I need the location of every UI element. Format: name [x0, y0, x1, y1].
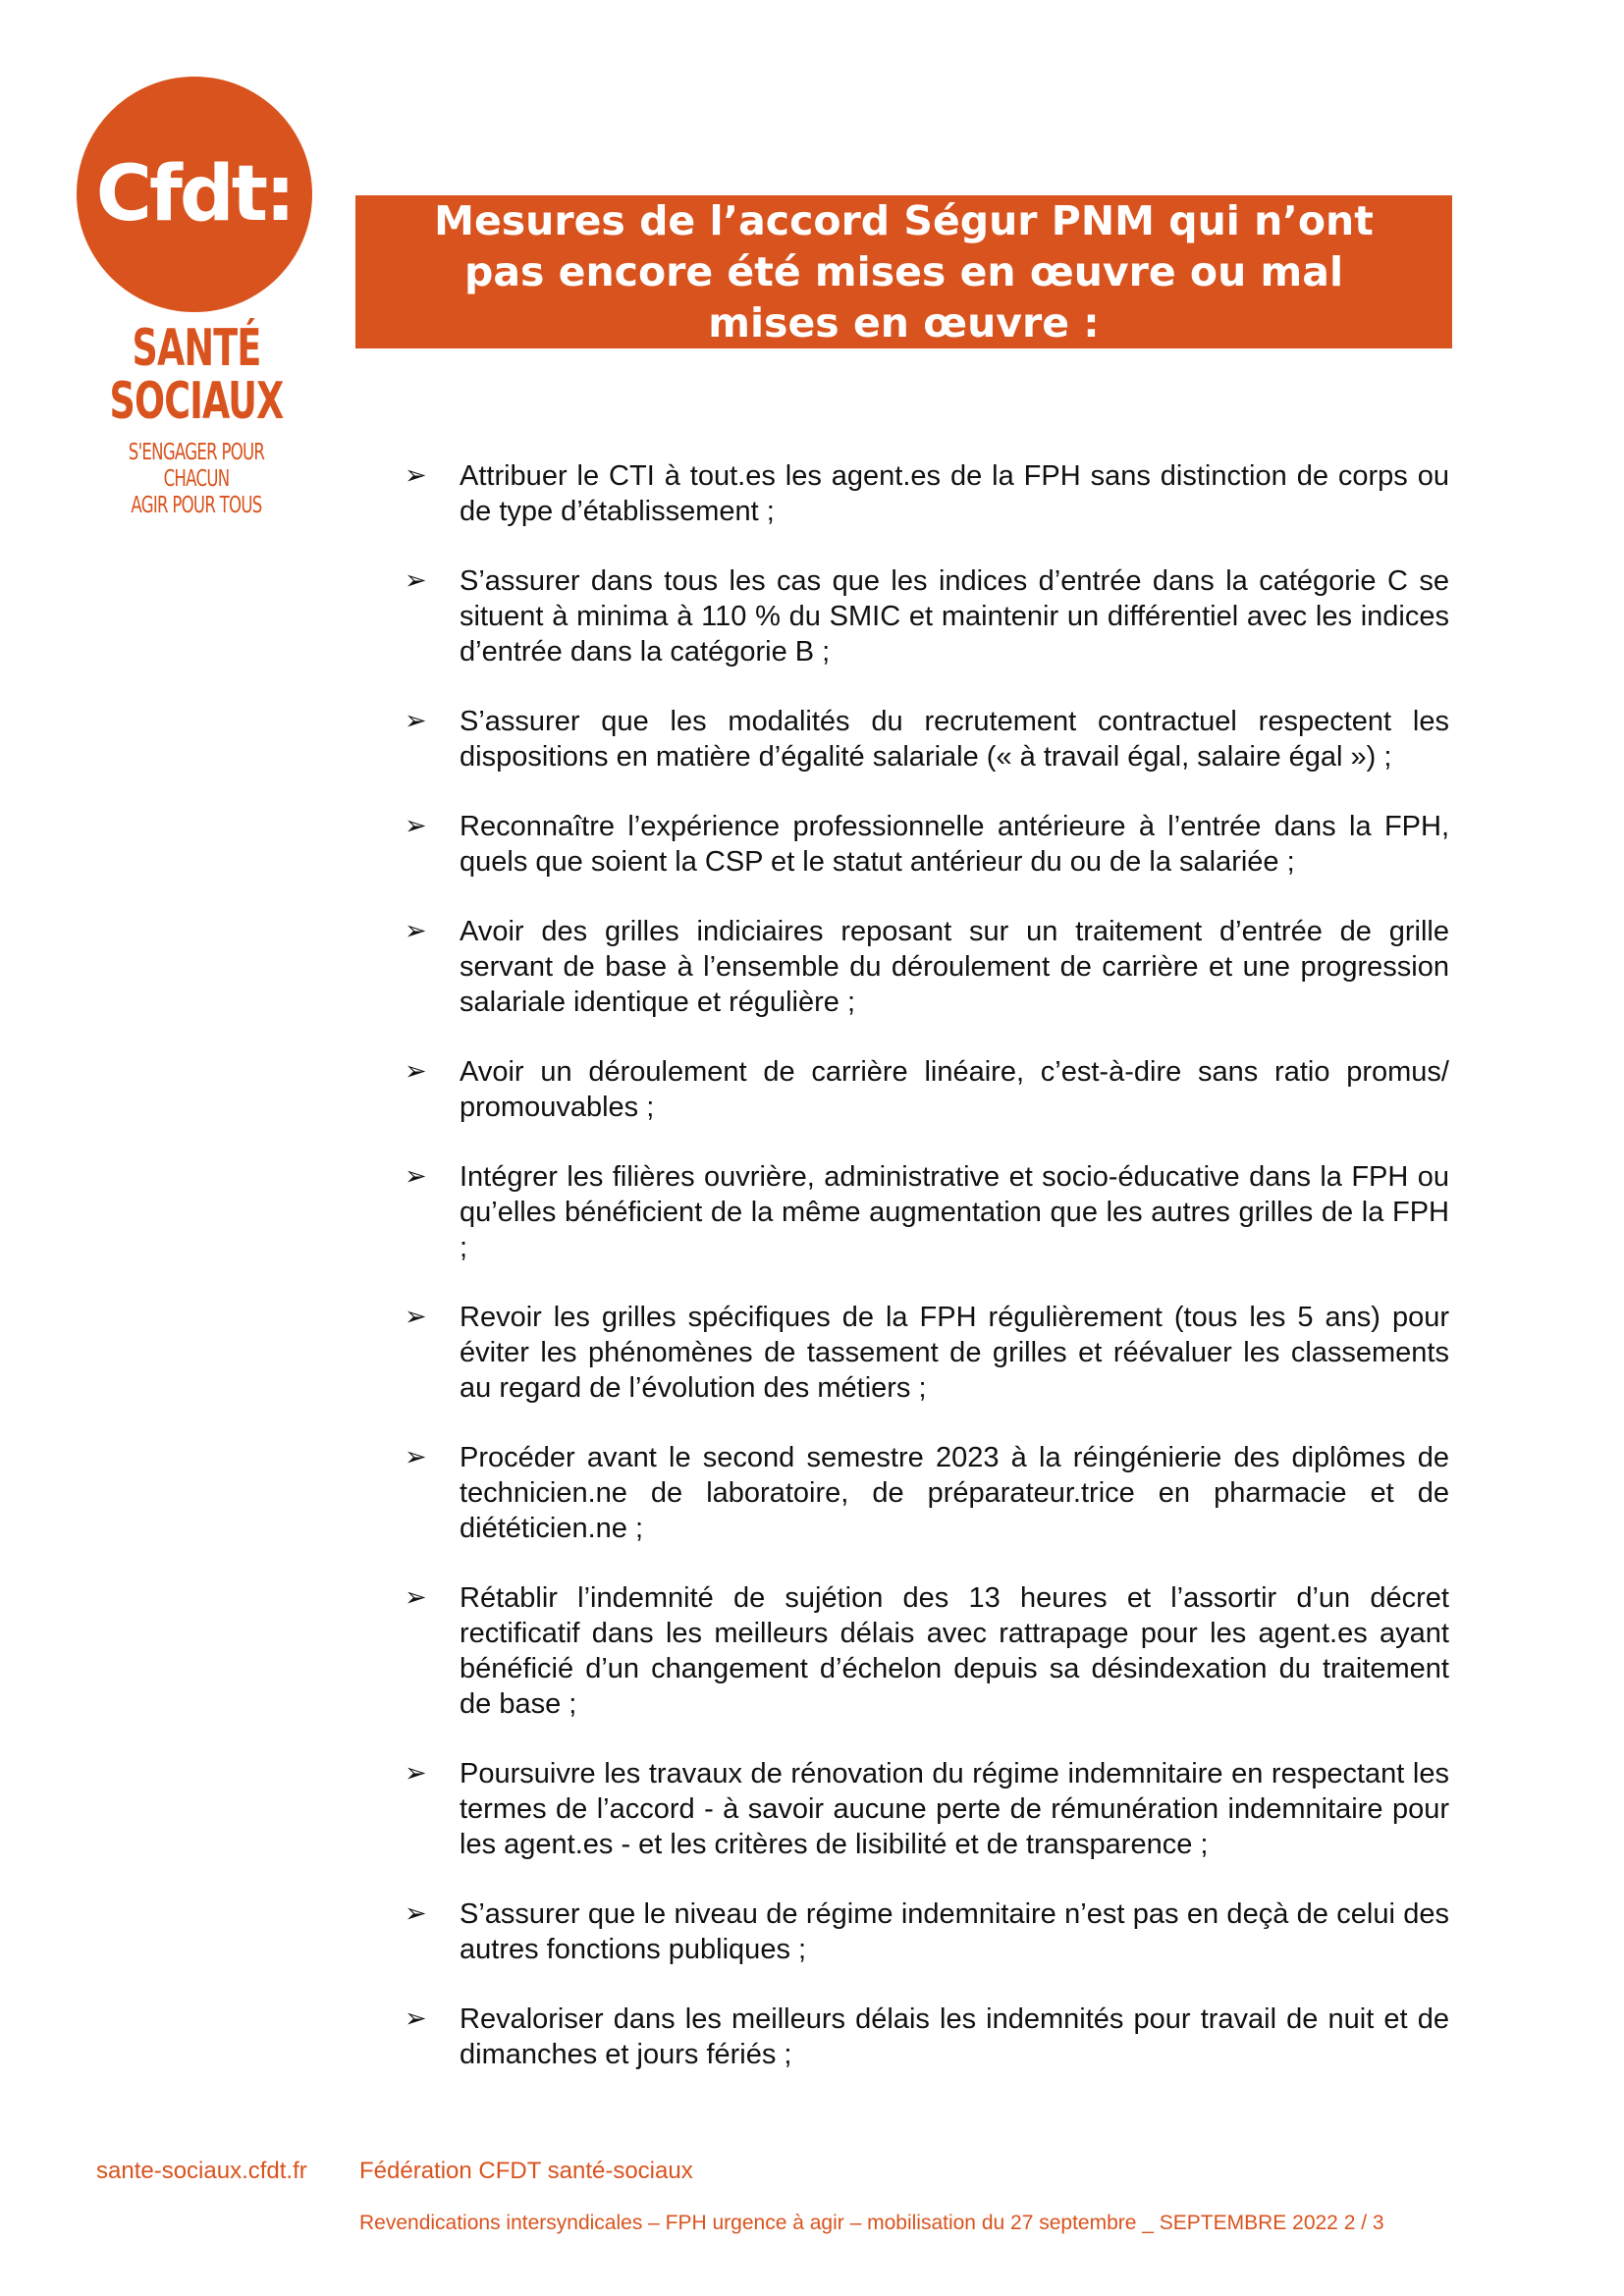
list-item	[405, 704, 1449, 774]
footer-document-info: Revendications intersyndicales – FPH urgence à agir – mobilisation du 27 septembre _ SEPTEMBRE 2022 2 / 3	[359, 2212, 1384, 2234]
list-item	[405, 809, 1449, 880]
arrow-bullet-icon: ➢	[405, 1758, 427, 1789]
list-item-text: Rétablir l’indemnité de sujétion des 13 heures et l’assortir d’un décret rectificatif dans les meilleurs délais avec rattrapage pour les agent.es ayant bénéficié d’un changement d’échelon depuis sa désindexation du traitement de base ;	[460, 1582, 1449, 1720]
list-item	[405, 914, 1449, 1020]
logo-tagline-1: S'ENGAGER POUR CHACUN	[128, 440, 265, 492]
arrow-bullet-icon: ➢	[405, 811, 427, 841]
list-item-text: Intégrer les filières ouvrière, administrative et socio-éducative dans la FPH ou qu’elles bénéficient de la même augmentation que les autres grilles de la FPH ;	[460, 1161, 1449, 1263]
arrow-bullet-icon: ➢	[405, 1302, 427, 1332]
list-item-text: S’assurer que les modalités du recrutement contractuel respectent les dispositions en matière d’égalité salariale (« à travail égal, salaire égal ») ;	[460, 706, 1449, 773]
arrow-bullet-icon: ➢	[405, 565, 427, 596]
list-item-text: Avoir des grilles indiciaires reposant sur un traitement d’entrée de grille servant de base à l’ensemble du déroulement de carrière et une progression salariale identique et régulière ;	[460, 916, 1449, 1018]
cfdt-logo-circle	[77, 77, 312, 312]
arrow-bullet-icon: ➢	[405, 460, 427, 491]
list-item	[405, 1300, 1449, 1406]
footer-federation: Fédération CFDT santé-sociaux	[359, 2158, 693, 2184]
list-item-text: Revaloriser dans les meilleurs délais les indemnités pour travail de nuit et de dimanches et jours fériés ;	[460, 2003, 1449, 2070]
list-item	[405, 1580, 1449, 1722]
list-item	[405, 1054, 1449, 1125]
arrow-bullet-icon: ➢	[405, 1582, 427, 1613]
title-banner	[355, 195, 1452, 348]
arrow-bullet-icon: ➢	[405, 1056, 427, 1087]
list-item-text: S’assurer dans tous les cas que les indices d’entrée dans la catégorie C se situent à minima à 110 % du SMIC et maintenir un différentiel avec les indices d’entrée dans la catégorie B ;	[460, 565, 1449, 667]
footer-website[interactable]: sante-sociaux.cfdt.fr	[96, 2158, 307, 2184]
arrow-bullet-icon: ➢	[405, 916, 427, 946]
arrow-bullet-icon: ➢	[405, 1898, 427, 1929]
list-item-text: Procéder avant le second semestre 2023 à la réingénierie des diplômes de technicien.ne de laboratoire, de préparateur.trice en pharmacie et de diététicien.ne ;	[460, 1442, 1449, 1544]
list-item	[405, 563, 1449, 669]
arrow-bullet-icon: ➢	[405, 706, 427, 736]
list-item	[405, 458, 1449, 529]
logo-brand: Cfdt:	[95, 150, 294, 239]
logo-sante: SANTÉ	[132, 319, 261, 378]
list-item-text: Reconnaître l’expérience professionnelle antérieure à l’entrée dans la FPH, quels que soient la CSP et le statut antérieur du ou de la salariée ;	[460, 811, 1449, 878]
list-item-text: Attribuer le CTI à tout.es les agent.es de la FPH sans distinction de corps ou de type d’établissement ;	[460, 460, 1449, 527]
list-item	[405, 1440, 1449, 1546]
arrow-bullet-icon: ➢	[405, 2003, 427, 2034]
logo-sociaux: SOCIAUX	[109, 372, 284, 431]
list-item-text: Poursuivre les travaux de rénovation du régime indemnitaire en respectant les termes de l’accord - à savoir aucune perte de rémunération indemnitaire pour les agent.es - et les critères de lisibilité et de transparence ;	[460, 1758, 1449, 1860]
list-item	[405, 1756, 1449, 1862]
list-item	[405, 2002, 1449, 2072]
list-item	[405, 1159, 1449, 1265]
arrow-bullet-icon: ➢	[405, 1442, 427, 1472]
cfdt-logo	[77, 77, 316, 519]
list-item	[405, 1896, 1449, 1967]
page-title: Mesures de l’accord Ségur PNM qui n’ont pas encore été mises en œuvre ou mal mises en œuvre :	[434, 197, 1374, 347]
arrow-bullet-icon: ➢	[405, 1161, 427, 1192]
demands-list	[405, 458, 1449, 2107]
list-item-text: Avoir un déroulement de carrière linéaire, c’est-à-dire sans ratio promus/ promouvables ;	[460, 1056, 1449, 1123]
logo-tagline-2: AGIR POUR TOUS	[131, 493, 262, 518]
list-item-text: Revoir les grilles spécifiques de la FPH régulièrement (tous les 5 ans) pour éviter les phénomènes de tassement de grilles et réévaluer les classements au regard de l’évolution des métiers ;	[460, 1302, 1449, 1404]
list-item-text: S’assurer que le niveau de régime indemnitaire n’est pas en deçà de celui des autres fonctions publiques ;	[460, 1898, 1449, 1965]
